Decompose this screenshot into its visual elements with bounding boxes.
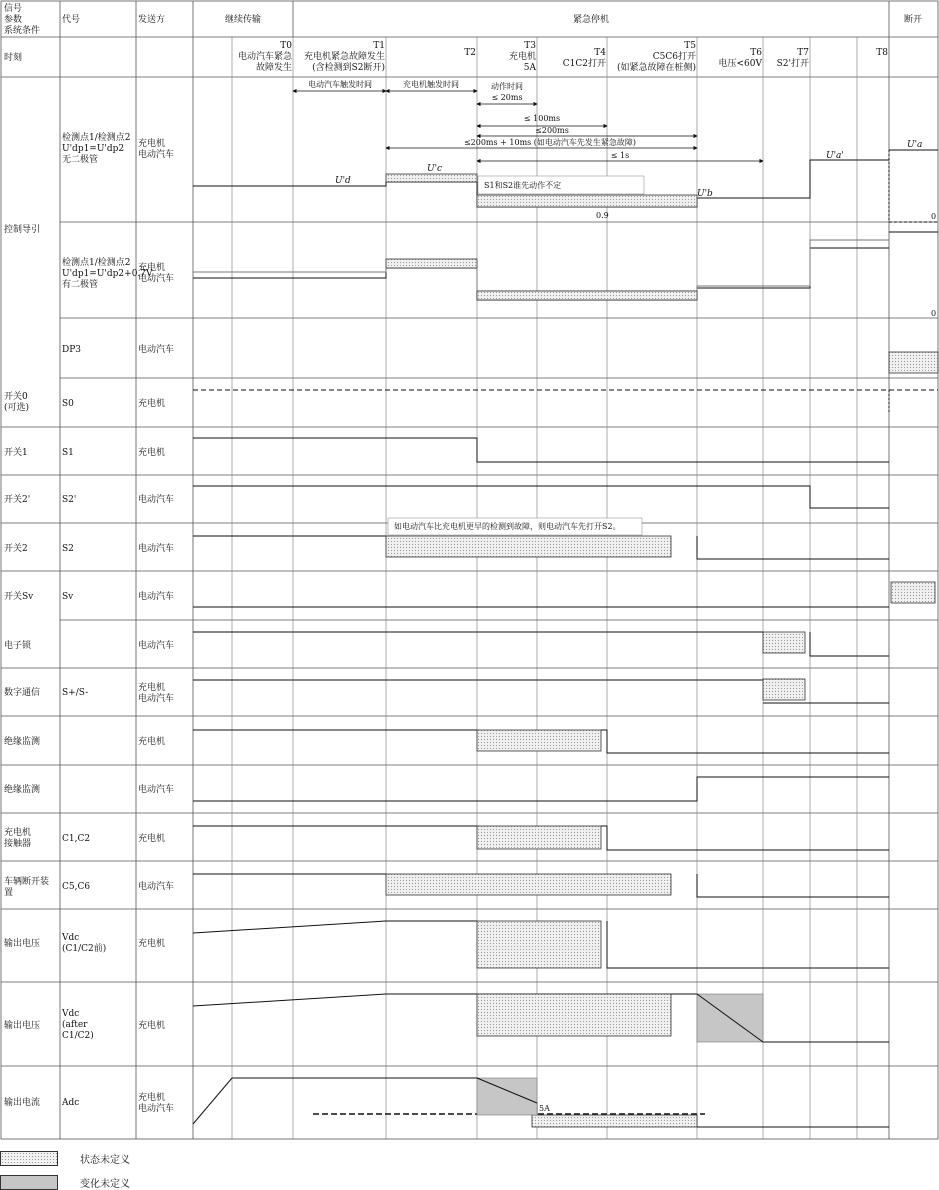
cp2-state-box-1 xyxy=(386,259,477,268)
c5c6-sender: 电动汽车 xyxy=(138,882,175,892)
corner-condition: 系统条件 xyxy=(4,26,41,36)
s0-param: (可选) xyxy=(4,403,30,413)
control-pilot-label: 控制导引 xyxy=(4,225,41,235)
timing-arrows xyxy=(293,91,763,161)
vdc2-sender: 充电机 xyxy=(138,1021,166,1031)
insul1-param: 绝缘监测 xyxy=(4,737,41,747)
vdc1-code: Vdc xyxy=(62,933,80,943)
s1-code: S1 xyxy=(62,448,74,458)
insul1-sender: 充电机 xyxy=(138,737,166,747)
insul2-param: 绝缘监测 xyxy=(4,785,41,795)
s2-param: 开关2 xyxy=(4,544,28,554)
adc-param: 输出电流 xyxy=(4,1098,41,1108)
vdc2-code: Vdc xyxy=(62,1009,80,1019)
dp3-sender: 电动汽车 xyxy=(138,345,175,355)
s2-state-box xyxy=(386,536,671,557)
comm-sender: 电动汽车 xyxy=(138,694,175,704)
adc-code: Adc xyxy=(62,1098,80,1108)
label-zero-cp1: 0 xyxy=(931,212,937,221)
cp1-code: 无二极管 xyxy=(62,155,99,165)
timepoint-t0: T0 xyxy=(280,41,292,51)
legend-undefined-change xyxy=(0,1175,130,1190)
timepoint-labels xyxy=(238,41,888,73)
s1s2-note: S1和S2谁先动作不定 xyxy=(484,181,562,190)
legend-undefined-state xyxy=(0,1151,130,1166)
s1-sender: 充电机 xyxy=(138,448,166,458)
elock-sender: 电动汽车 xyxy=(138,641,175,651)
sv-sender: 电动汽车 xyxy=(138,592,175,602)
s1-param: 开关1 xyxy=(4,448,28,458)
timepoint-t0-desc: 故障发生 xyxy=(255,63,292,73)
c1c2-param: 充电机 xyxy=(4,828,32,838)
le200-label: ≤200ms xyxy=(535,126,569,135)
phase-emergency: 紧急停机 xyxy=(572,15,610,25)
timepoint-t3: T3 xyxy=(524,41,536,51)
timepoint-t6: T6 xyxy=(750,48,762,58)
elock-state-box xyxy=(763,632,805,653)
ev-trigger-time: 电动汽车触发时间 xyxy=(308,80,372,89)
s2-note: 如电动汽车比充电机更早的检测到故障，则电动汽车先打开S2。 xyxy=(394,522,621,531)
vdc1-code: (C1/C2前) xyxy=(62,944,107,954)
s2p-sender: 电动汽车 xyxy=(138,495,175,505)
insul2-waveform xyxy=(193,777,889,801)
legend-undefined-change-label: 变化未定义 xyxy=(80,1179,130,1190)
col-sender-header: 发送方 xyxy=(138,15,166,25)
cp2-state-box-2 xyxy=(477,291,697,300)
label-zero-cp2: 0 xyxy=(931,309,937,318)
s2-sender: 电动汽车 xyxy=(138,544,175,554)
s2p-param: 开关2' xyxy=(4,495,31,505)
label-ud: U'd xyxy=(335,176,351,186)
vdc2-param: 输出电压 xyxy=(4,1021,41,1031)
vdc2-code: C1/C2) xyxy=(62,1031,94,1041)
timepoint-t0-desc: 电动汽车紧急 xyxy=(237,52,292,62)
corner-signal: 信号 xyxy=(4,4,23,14)
cp2-code: 检测点1/检测点2 xyxy=(62,258,131,268)
phase-disconnect: 断开 xyxy=(903,15,923,25)
vdc1-state-box xyxy=(477,921,601,968)
corner-param: 参数 xyxy=(4,15,23,25)
legend-undefined-state-label: 状态未定义 xyxy=(80,1155,130,1166)
comm-code: S+/S- xyxy=(62,688,89,698)
cp2-code: U'dp1=U'dp2+0.7V xyxy=(62,269,153,279)
timepoint-t8: T8 xyxy=(876,48,888,58)
timepoint-t5-desc: C5C6打开 xyxy=(652,52,696,62)
label-ua-prime: U'a' xyxy=(826,151,844,161)
timepoint-t7-desc: S2'打开 xyxy=(776,59,809,69)
row-labels xyxy=(4,131,174,1114)
cp1-code: U'dp1=U'dp2 xyxy=(62,144,125,154)
cp1-uc-box xyxy=(386,174,477,182)
timepoint-t3-desc: 5A xyxy=(523,63,536,73)
elock-waveform-low xyxy=(810,632,889,656)
value-labels xyxy=(539,211,936,1113)
vdc1-sender: 充电机 xyxy=(138,939,166,949)
adc-waveform-low xyxy=(697,1115,889,1127)
vdc2-state-box xyxy=(477,994,671,1036)
c5c6-param: 置 xyxy=(4,888,14,898)
cp2-code: 有二极管 xyxy=(62,280,99,290)
cp1-state-box xyxy=(477,195,697,207)
timepoint-t4-desc: C1C2打开 xyxy=(562,59,606,69)
comm-state-box xyxy=(763,679,805,700)
cp1-sender: 充电机 xyxy=(138,139,166,149)
le20-label: ≤ 20ms xyxy=(491,93,523,102)
c1c2-waveform-low xyxy=(601,826,889,850)
s1-waveform xyxy=(193,438,889,462)
cp1-code: 检测点1/检测点2 xyxy=(62,133,131,143)
label-5a: 5A xyxy=(539,1104,550,1113)
dp3-state-box xyxy=(889,352,938,373)
adc-change-region xyxy=(477,1078,537,1115)
c1c2-state-box xyxy=(477,826,601,849)
vdc1-param: 输出电压 xyxy=(4,939,41,949)
s2p-code: S2' xyxy=(62,495,77,505)
action-time: 动作时间 xyxy=(491,82,523,91)
sv-state-box xyxy=(891,582,935,603)
timepoint-t7: T7 xyxy=(797,48,809,58)
le1s-label: ≤ 1s xyxy=(610,151,630,160)
timepoint-t1-desc: 充电机紧急故障发生 xyxy=(303,52,385,62)
time-row-label: 时刻 xyxy=(4,53,23,63)
s0-param: 开关0 xyxy=(4,392,28,402)
undefined-state-regions xyxy=(386,174,938,1127)
comm-param: 数字通信 xyxy=(4,688,41,698)
dp3-code: DP3 xyxy=(62,345,81,355)
timepoint-t5-desc: (如紧急故障在桩侧) xyxy=(616,63,696,73)
timepoint-t1-desc: (含检测到S2断开) xyxy=(312,63,385,73)
legend-gray-swatch xyxy=(0,1175,58,1190)
timepoint-t5: T5 xyxy=(684,41,696,51)
le200plus10-label: ≤200ms + 10ms (如电动汽车先发生紧急故障) xyxy=(463,138,637,147)
s0-code: S0 xyxy=(62,399,74,409)
sv-param: 开关Sv xyxy=(4,592,34,602)
adc-sender: 充电机 xyxy=(138,1093,166,1103)
s2p-waveform xyxy=(193,486,889,508)
timepoint-t2: T2 xyxy=(464,48,476,58)
label-ub: U'b xyxy=(697,189,713,199)
label-0-9: 0.9 xyxy=(596,211,609,220)
cp2-waveform-b xyxy=(193,240,889,291)
timepoint-t1: T1 xyxy=(373,41,385,51)
c5c6-param: 车辆断开装 xyxy=(4,877,50,887)
s0-sender: 充电机 xyxy=(138,399,166,409)
label-ua: U'a xyxy=(907,140,923,150)
s2-code: S2 xyxy=(62,544,74,554)
le100-label: ≤ 100ms xyxy=(523,114,561,123)
comm-sender: 充电机 xyxy=(138,683,166,693)
charger-trigger-time: 充电机触发时间 xyxy=(403,80,459,89)
insul1-state-box xyxy=(477,730,601,751)
adc-sender: 电动汽车 xyxy=(138,1104,175,1114)
vdc1-waveform-low xyxy=(607,921,889,968)
adc-state-box xyxy=(532,1115,697,1127)
label-uc: U'c xyxy=(427,164,443,174)
timepoint-t6-desc: 电压<60V xyxy=(718,59,762,69)
c5c6-waveform-low xyxy=(697,874,889,897)
insul2-sender: 电动汽车 xyxy=(138,785,175,795)
c1c2-code: C1,C2 xyxy=(62,834,91,844)
c1c2-sender: 充电机 xyxy=(138,834,166,844)
cp1-sender: 电动汽车 xyxy=(138,150,175,160)
vdc2-code: (after xyxy=(62,1020,88,1030)
timepoint-t3-desc: 充电机 xyxy=(508,52,536,62)
timepoint-t4: T4 xyxy=(594,48,606,58)
s2-waveform-low xyxy=(697,536,889,559)
c5c6-code: C5,C6 xyxy=(62,882,91,892)
sv-code: Sv xyxy=(62,592,74,602)
c5c6-state-box xyxy=(386,874,671,895)
vdc1-waveform xyxy=(193,921,477,933)
phase-charging: 继续传输 xyxy=(224,15,262,25)
insul1-waveform-low xyxy=(601,730,889,753)
col-code-header: 代号 xyxy=(62,15,81,25)
legend-dotted-swatch xyxy=(0,1151,58,1166)
cp2-sender: 充电机 xyxy=(138,263,166,273)
cp2-sender: 电动汽车 xyxy=(138,274,175,284)
c1c2-param: 接触器 xyxy=(4,839,32,849)
elock-param: 电子锁 xyxy=(4,641,32,651)
